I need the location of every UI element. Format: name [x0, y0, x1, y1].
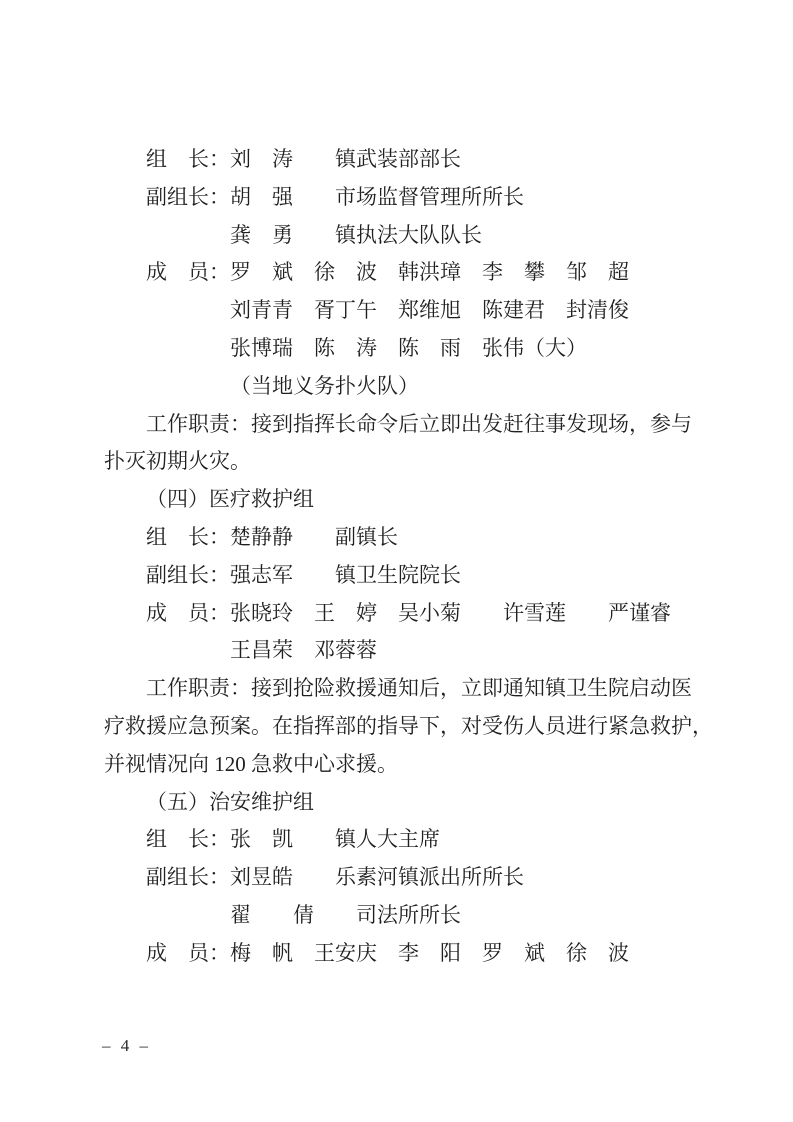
section-heading: （五）治安维护组: [146, 789, 314, 814]
group-members-row: 成 员：张晓玲 王 婷 吴小菊 许雪莲 严谨睿: [146, 600, 671, 625]
section-heading: （四）医疗救护组: [146, 487, 314, 512]
group-leader-row: 组 长：张 凯 镇人大主席: [146, 827, 440, 852]
group-members-cont-row: 刘青青 胥丁午 郑维旭 陈建君 封清俊: [230, 298, 629, 323]
group-deputy-row: 副组长：刘昱皓 乐素河镇派出所所长: [146, 865, 524, 890]
group-leader-row: 组 长：刘 涛 镇武装部部长: [146, 147, 461, 171]
duties-cont-row: 并视情况向 120 急救中心求援。: [104, 751, 398, 776]
group-deputy-row: 副组长：胡 强 市场监督管理所所长: [146, 184, 524, 209]
group-members-row: 成 员：罗 斌 徐 波 韩洪璋 李 攀 邹 超: [146, 260, 629, 285]
duties-cont-row: 疗救援应急预案。在指挥部的指导下，对受伤人员进行紧急救护，: [104, 713, 713, 738]
duties-row: 工作职责：接到指挥长命令后立即出发赶往事发现场，参与: [146, 411, 692, 436]
group-deputy-cont-row: 龚 勇 镇执法大队队长: [230, 222, 482, 247]
group-deputy-row: 副组长：强志军 镇卫生院院长: [146, 562, 461, 587]
section-fire-response: [104, 141, 696, 481]
group-members-row: 成 员：梅 帆 王安庆 李 阳 罗 斌 徐 波: [146, 940, 629, 965]
group-members-cont-row: 王昌荣 邓蓉蓉: [230, 638, 377, 663]
group-deputy-cont-row: 翟 倩 司法所所长: [230, 902, 461, 927]
duties-cont-row: 扑灭初期火灾。: [104, 449, 251, 474]
section-public-security: [104, 784, 696, 973]
group-leader-row: 组 长：楚静静 副镇长: [146, 524, 398, 549]
members-note-row: （当地义务扑火队）: [230, 373, 419, 398]
section-medical-rescue: [104, 481, 713, 783]
duties-row: 工作职责：接到抢险救援通知后，立即通知镇卫生院启动医: [146, 676, 692, 701]
document-body: [104, 141, 713, 973]
group-members-cont-row: 张博瑞 陈 涛 陈 雨 张伟（大）: [230, 335, 587, 360]
page-number: – 4 –: [102, 1036, 151, 1055]
